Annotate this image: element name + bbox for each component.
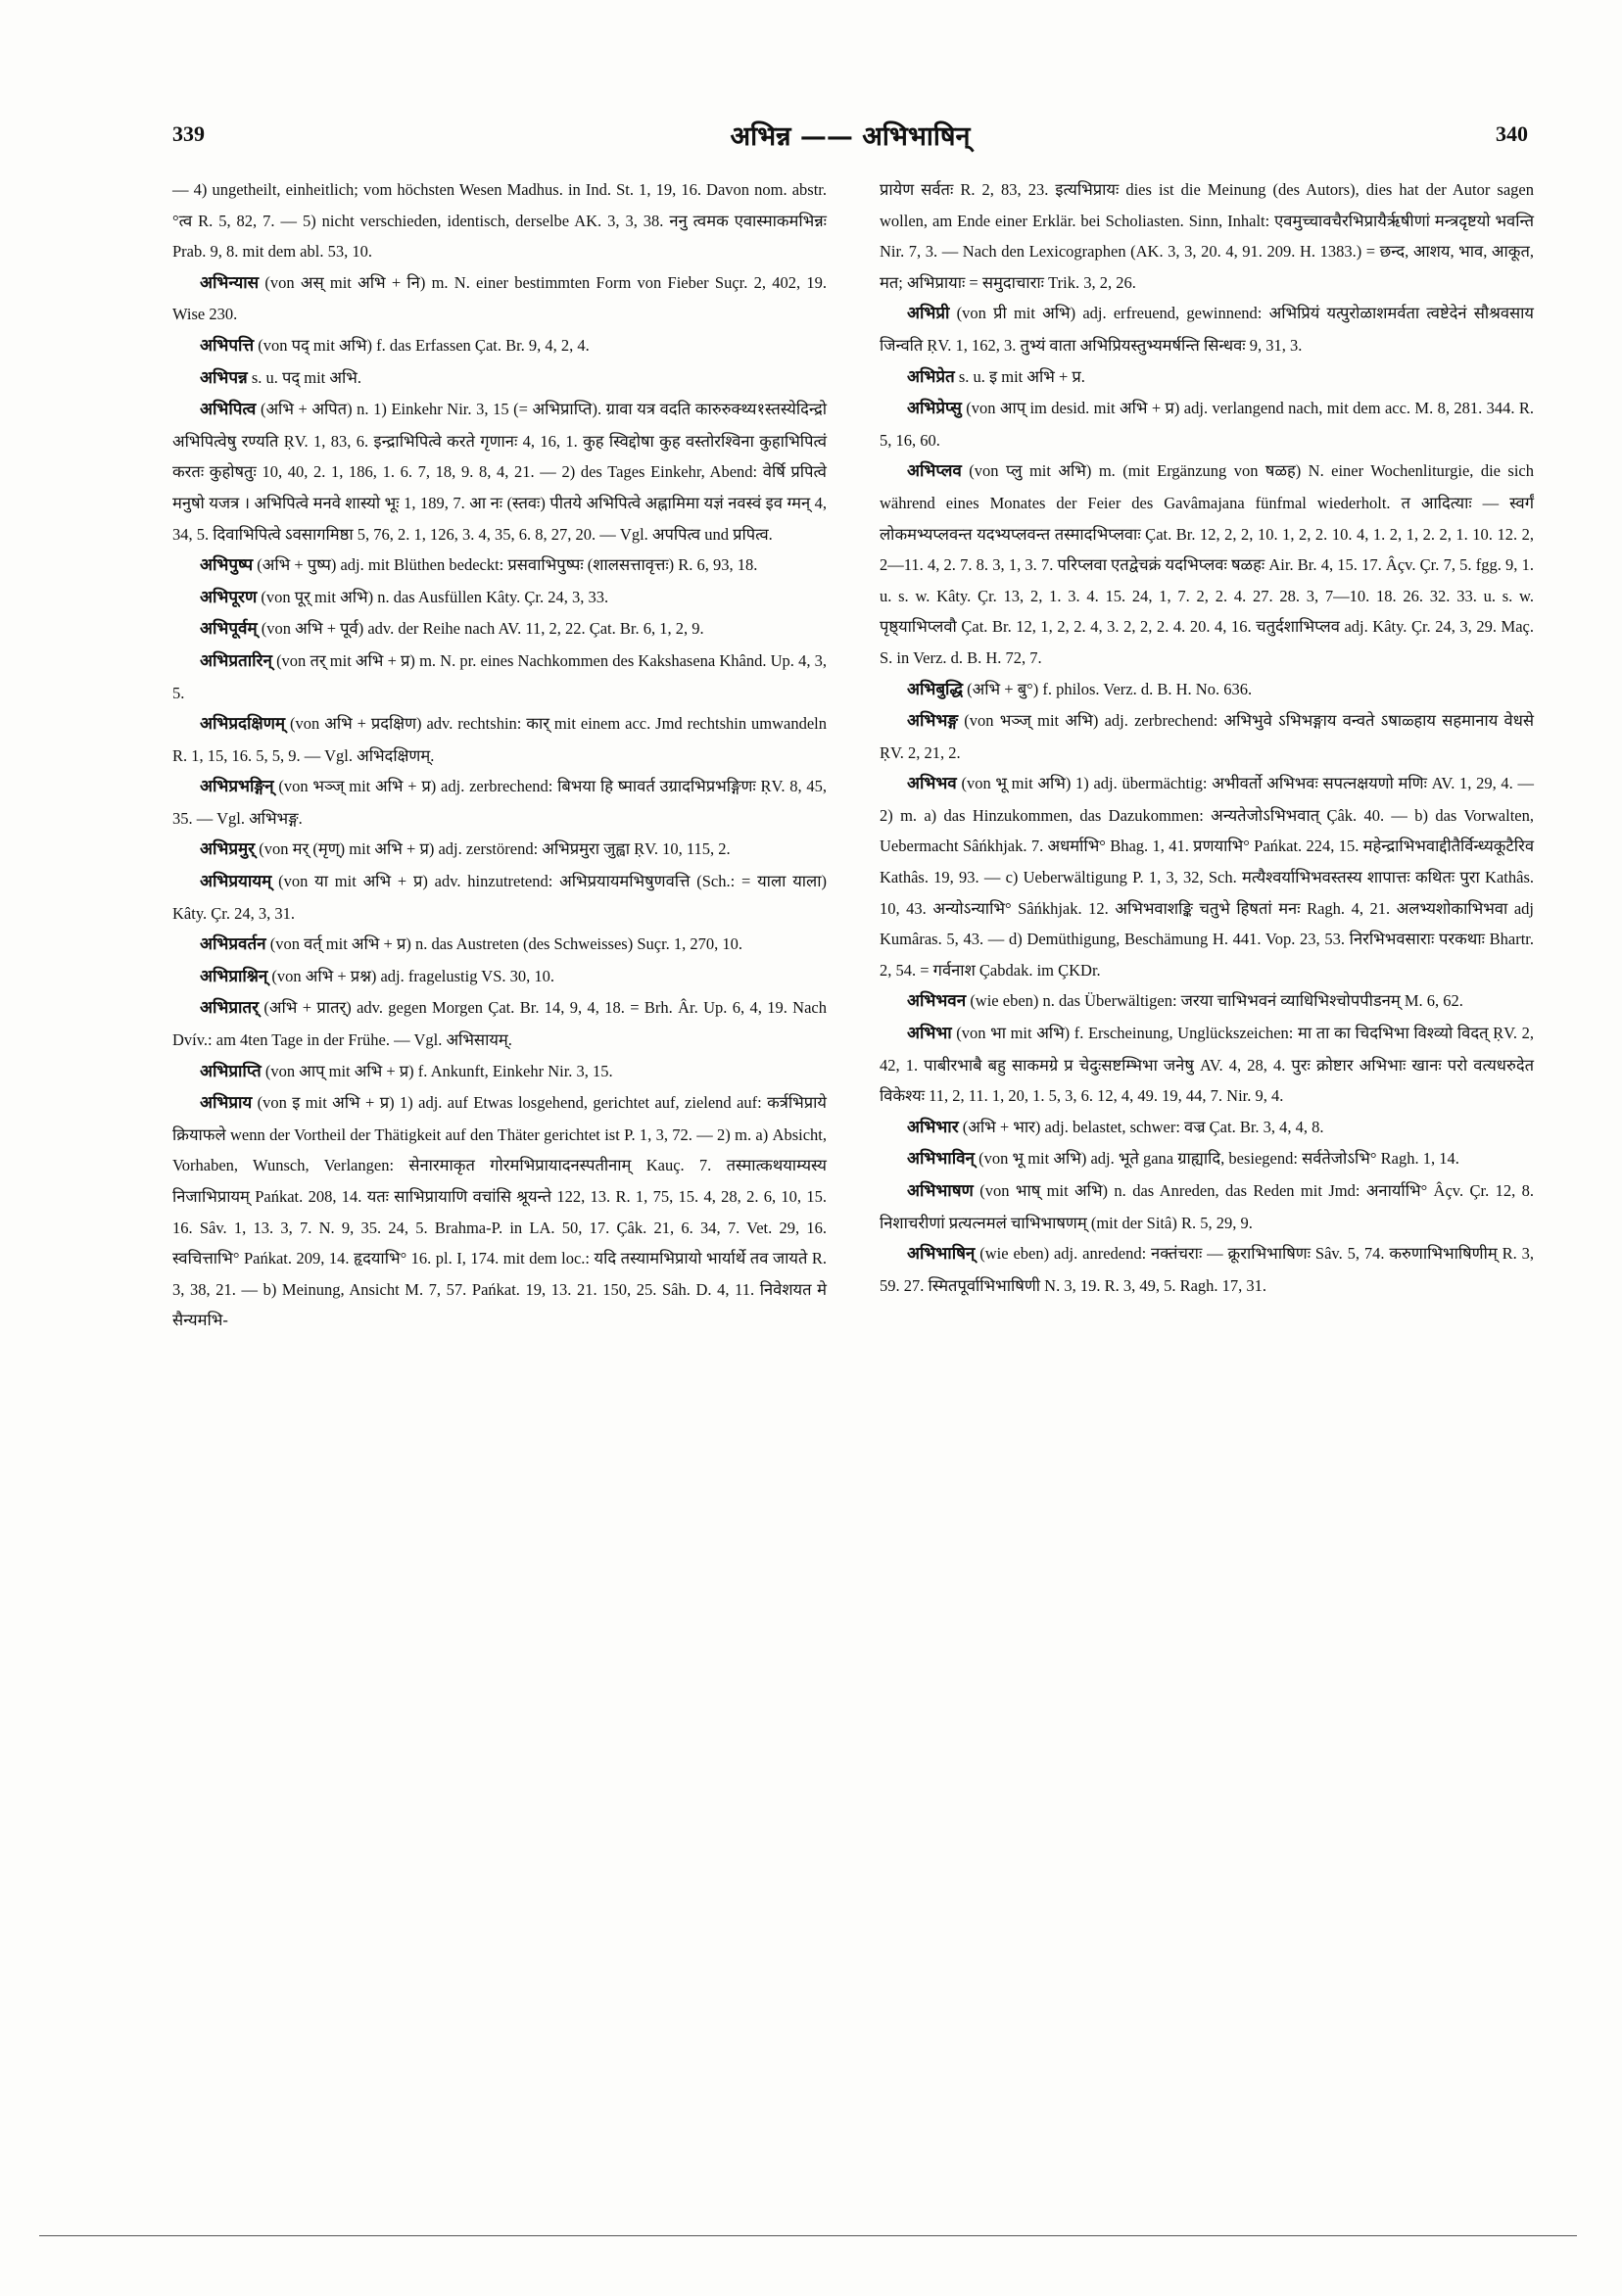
entry-body: (von पद् mit अभि) f. das Erfassen Çat. Br. 9, 4, 2, 4.	[254, 335, 590, 355]
dictionary-entry	[880, 1112, 1534, 1144]
dictionary-entry	[172, 1056, 827, 1088]
entry-headword: अभिप्रेत	[907, 366, 955, 387]
entry-headword: अभिभङ्ग	[907, 711, 959, 732]
dictionary-entry	[172, 267, 827, 330]
entry-headword: अभिपुष्प	[200, 555, 254, 576]
entry-body: प्रायेण सर्वतः R. 2, 83, 23. इत्यभिप्रायः dies ist die Meinung (des Autors), dies hat der Autor sagen wollen, am Ende einer Erklär. bei Scholiasten. Sinn, Inhalt: एवमुच्चावचैरभिप्रायैरृषीणां मन्त्रदृष्टयो भवन्ति Nir. 7, 3. — Nach den Lexicographen (AK. 3, 3, 20. 4, 91. 209. H. 1383.) = छन्द, आशय, भाव, आकूत, मत; अभिप्रायाः = समुदाचाराः Trik. 3, 2, 26.	[880, 180, 1534, 292]
entry-headword: अभिभव	[907, 774, 957, 794]
entry-body: s. u. पद् mit अभि.	[247, 367, 361, 387]
dictionary-entry	[172, 929, 827, 961]
entry-body: (von प्लु mit अभि) m. (mit Ergänzung von षळह) N. einer Wochenliturgie, die sich während eines Monates der Feier des Gavâmajana fünfmal wiederholt. त आदित्याः — स्वर्गं लोकमभ्यप्लवन्त यदभ्यप्लवन्त तस्मादभिप्लवाः Çat. Br. 12, 2, 2, 10. 1, 2, 2. 10. 4, 1. 2, 1, 2. 2, 1. 10. 12. 2, 2—11. 4, 2. 7. 8. 3, 1, 3. 7. परिप्लवा एतद्वेचक्रं यदभिप्लवः षळहः Air. Br. 4, 15. 17. Âçv. Çr. 7, 5. fgg. 9, 1. u. s. w. Kâty. Çr. 13, 2, 1. 3. 4. 15. 24, 1, 7. 2, 2. 4. 27. 28. 3, 7—10. 18. 26. 32. 33. u. s. w. पृष्ठ्याभिप्लवौ Çat. Br. 12, 1, 2, 2. 4, 3. 2, 2, 2. 4. 20. 4, 16. चतुर्दशाभिप्लव adj. Kâty. Çr. 24, 3, 29. Maç. S. in Verz. d. B. H. 72, 7.	[880, 461, 1534, 667]
entry-body: (von अभि + प्रश्न) adj. fragelustig VS. 30, 10.	[267, 966, 554, 985]
entry-body: (von या mit अभि + प्र) adv. hinzutretend: अभिप्रयायमभिषुणवत्ति (Sch.: = याला याला) Kâty. Çr. 24, 3, 31.	[172, 872, 827, 923]
dictionary-entry	[880, 1175, 1534, 1238]
entry-headword: अभिप्रवर्तन	[200, 934, 266, 955]
entry-headword: अभिभवन	[907, 991, 967, 1012]
running-title: अभिन्न —— अभिभाषिन्	[730, 120, 971, 152]
dictionary-entry	[172, 708, 827, 771]
entry-body: (अभि + प्रातर्) adv. gegen Morgen Çat. Br. 14, 9, 4, 18. = Brh. Âr. Up. 6, 4, 19. Nach Dvív.: am 4ten Tage in der Frühe. — Vgl. अभिसायम्.	[172, 998, 827, 1050]
dictionary-entry	[172, 330, 827, 362]
right-page-number: 340	[1495, 121, 1528, 146]
entry-body: (von भू mit अभि) adj. भूते gana ग्राह्यादि, besiegend: सर्वतेजोऽभि° Ragh. 1, 14.	[975, 1149, 1459, 1169]
dictionary-entry	[880, 455, 1534, 673]
entry-body: (von भू mit अभि) 1) adj. übermächtig: अभीवर्तो अभिभवः सपत्नक्षयणो मणिः AV. 1, 29, 4. — 2) m. a) das Hinzukommen, das Dazukommen: अन्यतेजोऽभिभवात् Çâk. 40. — b) das Vorwalten, Uebermacht Sâńkhjak. 7. अधर्माभि° Bhag. 1, 41. प्रणयाभि° Pańkat. 224, 15. महेन्द्राभिभवाद्दीतैर्विन्ध्यकूटैरिव Kathâs. 19, 93. — c) Ueberwältigung P. 1, 3, 32, Sch. मत्यैश्वर्याभिभवस्तस्य शापात्तः कथितः पुरा Kathâs. 10, 43. अन्योऽन्याभि° Sâńkhjak. 12. अभिभवाशङ्कि चतुभे हिषतां मनः Ragh. 4, 21. अलभ्यशोकाभिभवा adj Kumâras. 5, 43. — d) Demüthigung, Beschämung H. 441. Vop. 23, 53. निरभिभवसाराः परकथाः Bhartr. 2, 54. = गर्वनाश Çabdak. im ÇKDr.	[880, 774, 1534, 980]
entry-body: (अभि + भार) adj. belastet, schwer: वज्र Çat. Br. 3, 4, 4, 8.	[958, 1117, 1324, 1136]
entry-body: (wie eben) n. das Überwältigen: जरया चाभिभवनं व्याधिभिश्चोपपीडनम् M. 6, 62.	[966, 991, 1463, 1011]
entry-headword: अभिप्राय	[200, 1093, 253, 1114]
entry-headword: अभिबुद्धि	[907, 679, 964, 699]
entry-body: (von वर्त् mit अभि + प्र) n. das Austreten (des Schweisses) Suçr. 1, 270, 10.	[265, 934, 743, 954]
entry-headword: अभिपूर्वम्	[200, 619, 258, 640]
dictionary-entry	[880, 1238, 1534, 1301]
dictionary-entry	[172, 646, 827, 708]
entry-headword: अभिप्रमुर्	[200, 839, 256, 860]
dictionary-entry	[880, 298, 1534, 360]
entry-body: (von भा mit अभि) f. Erscheinung, Unglückszeichen: मा ता का चिदभिभा विश्व्यो विदत् ṚV. 2, 42, 1. पाबीरभाबै बहु साकमग्रे प्र चेदुःसष्टम्भिभा जनेषु AV. 4, 28, 4. पुरः क्रोष्टार अभिभाः खानः परो वत्यधरुदेत विकेश्यः 11, 2, 11. 1, 20, 1. 5, 3, 6. 12, 4, 49. 19, 44, 7. Nir. 9, 4.	[880, 1024, 1534, 1106]
left-page-number: 339	[172, 121, 205, 146]
dictionary-entry	[880, 174, 1534, 298]
entry-headword: अभिप्राप्ति	[200, 1061, 262, 1081]
entry-headword: अभिभार	[907, 1117, 959, 1137]
entry-body: (von तर् mit अभि + प्र) m. N. pr. eines Nachkommen des Kakshasena Khând. Up. 4, 3, 5.	[172, 650, 827, 702]
dictionary-entry	[172, 834, 827, 866]
entry-body: (von इ mit अभि + प्र) 1) adj. auf Etwas losgehend, gerichtet auf, zielend auf: कर्त्रभिप्राये क्रियाफले wenn der Vortheil der Thätigkeit auf den Thäter gerichtet ist P. 1, 3, 72. — 2) m. a) Absicht, Vorhaben, Wunsch, Verlangen: सेनारमाकृत गोरमभिप्रायादनस्पतीनाम् Kauç. 7. तस्मात्कथयाम्यस्य निजाभिप्रायम् Pańkat. 208, 14. यतः साभिप्रायाणि वचांसि श्रूयन्ते 122, 13. R. 1, 75, 15. 4, 28, 2. 6, 10, 15. 16. Sâv. 1, 13. 3, 7. N. 9, 35. 24, 5. Brahma-P. in LA. 50, 17. Çâk. 21, 6. 34, 7. Vet. 29, 16. स्वचित्ताभि° Pańkat. 209, 14. हृदयाभि° 16. pl. I, 174. mit dem loc.: यदि तस्यामभिप्रायो भार्यार्थे तव जायते R. 3, 38, 21. — b) Meinung, Ansicht M. 7, 57. Pańkat. 19, 13. 21. 150, 25. Sâh. D. 4, 11. निवेशयत मे सैन्यमभि-	[172, 1093, 827, 1330]
entry-body: (von अस् mit अभि + नि) m. N. einer bestimmten Form von Fieber Suçr. 2, 402, 19. Wise 230.	[172, 272, 827, 324]
entry-headword: अभिभाविन्	[907, 1149, 975, 1170]
dictionary-entry	[172, 771, 827, 834]
dictionary-entry	[172, 1087, 827, 1336]
dictionary-entry	[172, 582, 827, 614]
entry-headword: अभिप्रयायम्	[200, 872, 272, 892]
dictionary-entry	[172, 866, 827, 929]
entry-headword: अभिभा	[907, 1024, 952, 1044]
right-column	[880, 174, 1534, 1301]
dictionary-entry	[172, 961, 827, 993]
dictionary-entry	[172, 550, 827, 582]
footer-rule	[39, 2235, 1577, 2236]
entry-body: (von अभि + प्रदक्षिण) adv. rechtshin: कार् mit einem acc. Jmd rechtshin umwandeln R. 1, 15, 16. 5, 5, 9. — Vgl. अभिदक्षिणम्.	[172, 714, 827, 765]
entry-headword: अभिप्रभङ्गिन्	[200, 777, 274, 797]
entry-headword: अभिपूरण	[200, 587, 258, 607]
entry-headword: अभिप्लव	[907, 461, 962, 482]
dictionary-entry	[880, 705, 1534, 768]
entry-body: s. u. इ mit अभि + प्र.	[954, 366, 1085, 386]
entry-headword: अभिप्रदक्षिणम्	[200, 714, 286, 735]
entry-body: (अभि + अपित) n. 1) Einkehr Nir. 3, 15 (= अभिप्राप्ति). ग्रावा यत्र वदति कारुरुक्थ्य१स्तस्येदिन्द्रो अभिपित्वेषु रण्यति ṚV. 1, 83, 6. इन्द्राभिपित्वे करते गृणानः 4, 16, 1. कुह स्विद्दोषा कुह वस्तोरश्विना कुहाभिपित्वं करतः कुहोषतुः 10, 40, 2. 1, 186, 1. 6. 7, 18, 9. 8, 4, 21. — 2) des Tages Einkehr, Abend: वेर्षि प्रपित्वे मनुषो यजत्र । अभिपित्वे मनवे शास्यो भूः 1, 189, 7. आ नः (स्तवः) पीतये अभिपित्वे अह्नामिमा यज्ञं नवस्वं इव ग्मन् 4, 34, 5. दिवाभिपित्वे ऽवसागमिष्ठा 5, 76, 2. 1, 126, 3. 4, 35, 6. 8, 27, 20. — Vgl. अपपित्व und प्रपित्व.	[172, 400, 827, 544]
entry-body: (von भञ्ज् mit अभि) adj. zerbrechend: अभिभुवे ऽभिभङ्गाय वन्वते ऽषाळ्हाय सहमानाय वेधसे ṚV. 2, 21, 2.	[880, 711, 1534, 762]
dictionary-entry	[172, 362, 827, 395]
dictionary-entry	[880, 674, 1534, 706]
entry-headword: अभिभाषिन्	[907, 1244, 976, 1265]
entry-body: (अभि + बु°) f. philos. Verz. d. B. H. No. 636.	[963, 679, 1253, 698]
entry-headword: अभिन्यास	[200, 272, 260, 293]
entry-body: — 4) ungetheilt, einheitlich; vom höchsten Wesen Madhus. in Ind. St. 1, 19, 16. Davon nom. abstr. °त्व R. 5, 82, 7. — 5) nicht verschieden, identisch, derselbe AK. 3, 3, 38. ननु त्वमक एवास्माकमभिन्नः Prab. 9, 8. mit dem abl. 53, 10.	[172, 180, 827, 262]
entry-body: (von मर् (मृण्) mit अभि + प्र) adj. zerstörend: अभिप्रमुरा जुह्वा ṚV. 10, 115, 2.	[255, 839, 731, 859]
dictionary-entry	[880, 985, 1534, 1018]
entry-body: (von पूर् mit अभि) n. das Ausfüllen Kâty. Çr. 24, 3, 33.	[257, 587, 609, 606]
entry-body: (wie eben) adj. anredend: नक्तंचराः — क्रूराभिभाषिणः Sâv. 5, 74. करुणाभिभाषिणीम् R. 3, 59. 27. स्मितपूर्वाभिभाषिणी N. 3, 19. R. 3, 49, 5. Ragh. 17, 31.	[880, 1244, 1534, 1295]
dictionary-entry	[172, 394, 827, 550]
entry-headword: अभिपन्न	[200, 367, 248, 388]
dictionary-entry	[880, 1143, 1534, 1175]
entry-headword: अभिपित्व	[200, 400, 257, 420]
dictionary-entry	[880, 768, 1534, 985]
entry-body: (von आप् im desid. mit अभि + प्र) adj. verlangend nach, mit dem acc. M. 8, 281. 344. R. 5, 16, 60.	[880, 399, 1534, 450]
dictionary-entry	[880, 1018, 1534, 1112]
entry-body: (von भाष् mit अभि) n. das Anreden, das Reden mit Jmd: अनार्याभि° Âçv. Çr. 12, 8. निशाचरीणां प्रत्यत्नमलं चाभिभाषणम् (mit der Sitâ) R. 5, 29, 9.	[880, 1181, 1534, 1232]
dictionary-entry	[172, 174, 827, 267]
entry-headword: अभिप्राश्निन्	[200, 966, 268, 986]
dictionary-entry	[172, 613, 827, 646]
dictionary-entry	[880, 393, 1534, 455]
dictionary-entry	[172, 992, 827, 1055]
entry-body: (von आप् mit अभि + प्र) f. Ankunft, Einkehr Nir. 3, 15.	[261, 1061, 613, 1080]
page-header	[172, 110, 1528, 159]
entry-headword: अभिपत्ति	[200, 335, 255, 356]
entry-headword: अभिप्रतारिन्	[200, 650, 272, 671]
entry-headword: अभिप्री	[907, 304, 950, 324]
entry-body: (von भञ्ज् mit अभि + प्र) adj. zerbrechend: बिभया हि ष्मावर्त उग्रादभिप्रभङ्गिणः ṚV. 8, 45, 35. — Vgl. अभिभङ्ग.	[172, 777, 827, 828]
dictionary-entry	[880, 361, 1534, 394]
entry-headword: अभिभाषण	[907, 1181, 974, 1201]
left-column	[172, 174, 827, 1336]
entry-headword: अभिप्रातर्	[200, 998, 260, 1019]
entry-headword: अभिप्रेप्सु	[907, 399, 962, 419]
entry-body: (von प्री mit अभि) adj. erfreuend, gewinnend: अभिप्रियं यत्पुरोळाशमर्वता त्वष्टेदेनं सौश्रवसाय जिन्वति ṚV. 1, 162, 3. तुभ्यं वाता अभिप्रियस्तुभ्यमर्षन्ति सिन्धवः 9, 31, 3.	[880, 304, 1534, 355]
entry-body: (von अभि + पूर्व) adv. der Reihe nach AV. 11, 2, 22. Çat. Br. 6, 1, 2, 9.	[257, 619, 704, 639]
entry-body: (अभि + पुष्प) adj. mit Blüthen bedeckt: प्रसवाभिपुष्पः (शालसत्तावृत्तः) R. 6, 93, 18.	[253, 555, 758, 575]
